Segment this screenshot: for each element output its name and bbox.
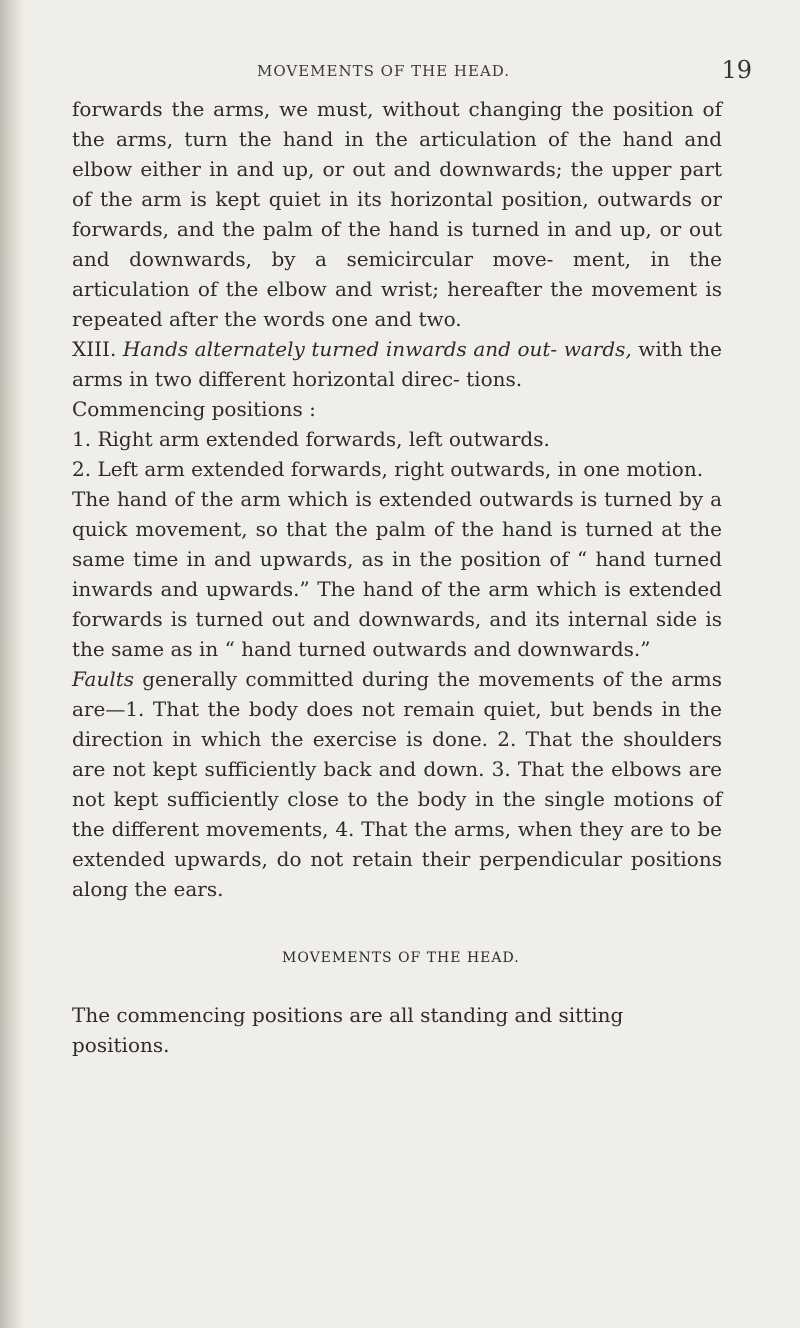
section-number: XIII. (72, 337, 117, 361)
main-text (72, 94, 722, 904)
position-2: 2. Left arm extended forwards, right outwards, in one motion. (72, 457, 704, 481)
faults-paragraph (72, 664, 722, 904)
running-title: MOVEMENTS OF THE HEAD. (257, 62, 511, 80)
subheading: MOVEMENTS OF THE HEAD. (282, 950, 520, 966)
section-title: Hands alternately turned inwards and out- wards, (122, 337, 632, 361)
section-rest: with the arms in two different horizontal direc- tions. (72, 337, 722, 391)
paragraph-2: The hand of the arm which is extended outwards is turned by a quick movement, so that the palm of the hand is turned at the same time in and upwards, as in the position of “ hand turned inwards and upwards.” The hand of the arm which is extended forwards is turned out and downwards, and its internal side is the same as in “ hand turned outwards and downwards.” (72, 487, 722, 661)
closing-text: The commencing positions are all standing and sitting positions. (72, 1003, 624, 1057)
paragraph-1: forwards the arms, we must, without changing the position of the arms, turn the hand in the articulation of the hand and elbow either in and up, or out and downwards; the upper part of the arm is kept quiet in its horizontal position, outwards or forwards, and the palm of the hand is turned in and up, or out and downwards, by a semicircular move- ment, in the articulation of the elbow and wrist; hereafter the movement is repeated after the words one and two. (72, 97, 722, 331)
page-number: 19 (721, 56, 752, 84)
faults-text: generally committed during the movements of the arms are—1. That the body does not remain quiet, but bends in the direction in which the exercise is done. 2. That the shoulders are not kept sufficiently back and down. 3. That the elbows are not kept sufficiently close to the body in the single motions of the different movements, 4. That the arms, when they are to be extended upwards, do not retain their perpendicular positions along the ears. (72, 667, 722, 901)
commencing-label: Commencing positions : (72, 397, 316, 421)
position-1: 1. Right arm extended forwards, left outwards. (72, 427, 550, 451)
running-head (72, 54, 752, 88)
book-page (72, 54, 752, 1060)
faults-label: Faults (72, 667, 135, 691)
section-heading-paragraph (72, 334, 722, 394)
page-edge-shadow (0, 0, 24, 1328)
